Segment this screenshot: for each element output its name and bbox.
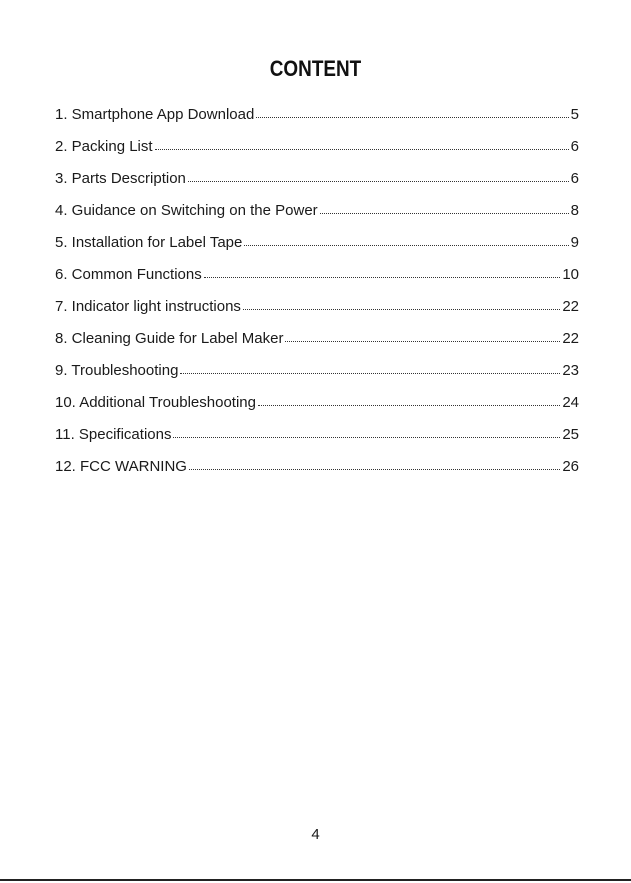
toc-entry-page: 25 <box>562 426 579 443</box>
toc-entry-label: 11. Specifications <box>55 426 172 443</box>
bottom-divider <box>0 879 631 881</box>
toc-entry-label: 1. Smartphone App Download <box>55 106 255 123</box>
toc-dot-leader <box>204 265 561 279</box>
toc-entry-label: 7. Indicator light instructions <box>55 298 241 315</box>
toc-entry-page: 23 <box>562 362 579 379</box>
toc-entry-label: 6. Common Functions <box>55 266 202 283</box>
table-of-contents <box>55 102 579 486</box>
toc-dot-leader <box>285 329 560 343</box>
toc-entry-page: 5 <box>570 106 579 123</box>
toc-entry-page: 22 <box>562 298 579 315</box>
toc-entry-label: 8. Cleaning Guide for Label Maker <box>55 330 284 347</box>
toc-dot-leader <box>256 105 568 119</box>
toc-entry-page: 9 <box>570 234 579 251</box>
toc-entry-page: 26 <box>562 458 579 475</box>
toc-entry-additional-troubleshooting[interactable] <box>55 390 579 422</box>
toc-entry-label: 5. Installation for Label Tape <box>55 234 243 251</box>
toc-entry-parts-description[interactable] <box>55 166 579 198</box>
toc-entry-troubleshooting[interactable] <box>55 358 579 390</box>
toc-entry-page: 24 <box>562 394 579 411</box>
toc-entry-cleaning-guide[interactable] <box>55 326 579 358</box>
page-title: CONTENT <box>269 56 362 81</box>
toc-dot-leader <box>180 361 560 375</box>
toc-entry-label: 2. Packing List <box>55 138 153 155</box>
toc-dot-leader <box>155 137 569 151</box>
toc-dot-leader <box>188 169 569 183</box>
toc-entry-label: 9. Troubleshooting <box>55 362 179 379</box>
toc-entry-page: 6 <box>570 138 579 155</box>
toc-dot-leader <box>173 425 560 439</box>
toc-entry-label: 12. FCC WARNING <box>55 458 187 475</box>
toc-entry-smartphone-app-download[interactable] <box>55 102 579 134</box>
toc-entry-indicator-light[interactable] <box>55 294 579 326</box>
page-number: 4 <box>311 826 320 843</box>
toc-entry-page: 22 <box>562 330 579 347</box>
toc-entry-page: 8 <box>570 202 579 219</box>
toc-entry-page: 6 <box>570 170 579 187</box>
toc-entry-installation-label-tape[interactable] <box>55 230 579 262</box>
toc-entry-fcc-warning[interactable] <box>55 454 579 486</box>
toc-dot-leader <box>243 297 560 311</box>
toc-entry-specifications[interactable] <box>55 422 579 454</box>
toc-entry-label: 3. Parts Description <box>55 170 186 187</box>
toc-entry-switching-on-power[interactable] <box>55 198 579 230</box>
toc-dot-leader <box>320 201 569 215</box>
toc-dot-leader <box>244 233 568 247</box>
toc-entry-packing-list[interactable] <box>55 134 579 166</box>
toc-entry-page: 10 <box>562 266 579 283</box>
toc-entry-label: 10. Additional Troubleshooting <box>55 394 256 411</box>
toc-entry-label: 4. Guidance on Switching on the Power <box>55 202 318 219</box>
toc-entry-common-functions[interactable] <box>55 262 579 294</box>
toc-dot-leader <box>258 393 560 407</box>
toc-dot-leader <box>189 457 560 471</box>
